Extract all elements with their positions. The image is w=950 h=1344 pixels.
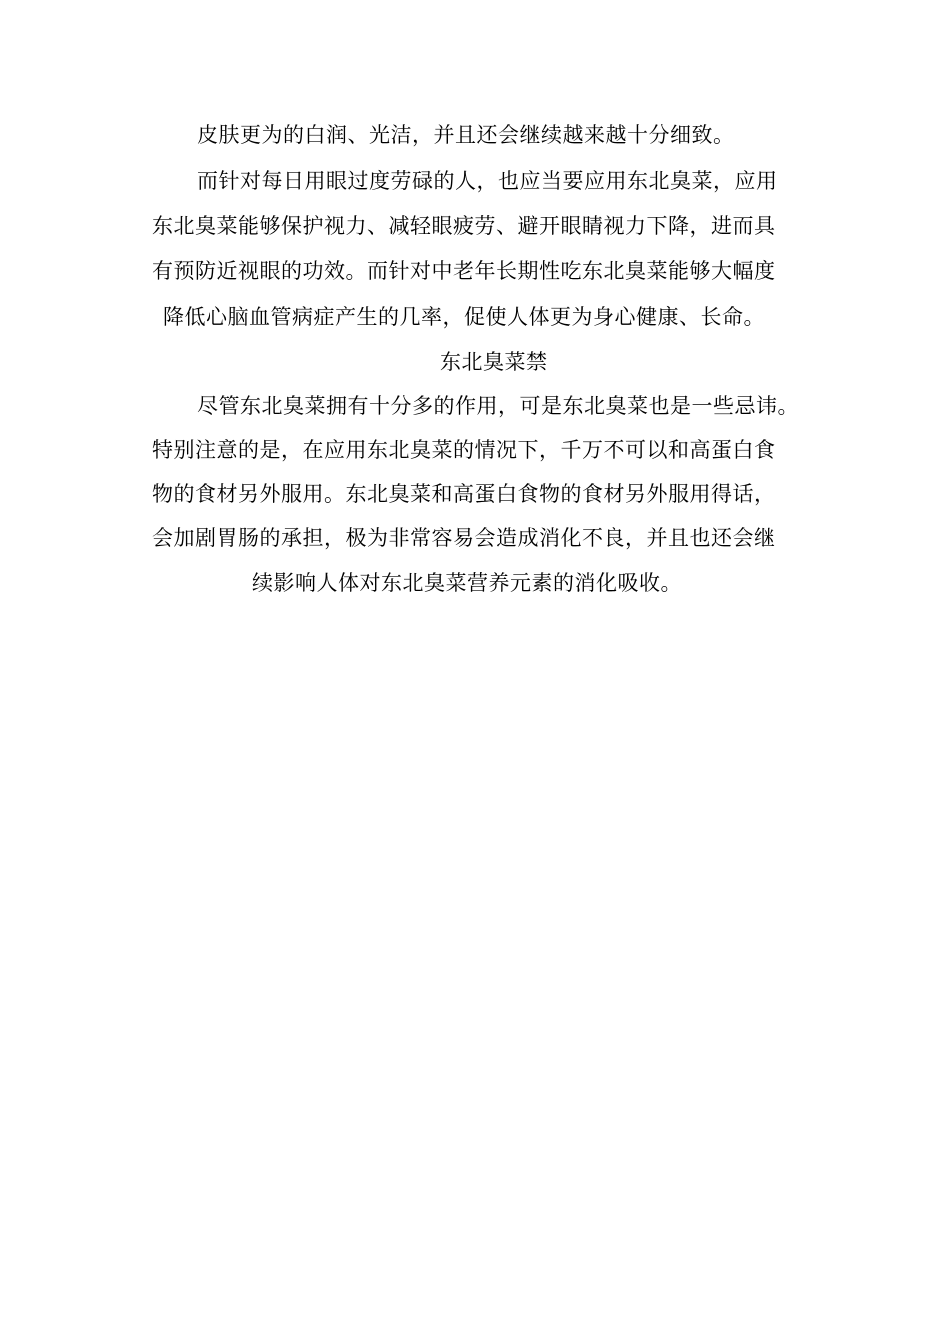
paragraph-1-line-1: 皮肤更为的白润、光洁，并且还会继续越来越十分细致。 [197, 123, 735, 147]
section-heading: 东北臭菜禁 [440, 350, 548, 374]
paragraph-3-line-1: 尽管东北臭菜拥有十分多的作用，可是东北臭菜也是一些忌讳。 [197, 394, 799, 418]
paragraph-3-line-4: 会加剧胃肠的承担，极为非常容易会造成消化不良，并且也还会继 [152, 526, 776, 550]
paragraph-2-line-4: 降低心脑血管病症产生的几率，促使人体更为身心健康、长命。 [163, 305, 765, 329]
paragraph-2-line-3: 有预防近视眼的功效。而针对中老年长期性吃东北臭菜能够大幅度 [152, 259, 776, 283]
paragraph-3-line-2: 特别注意的是，在应用东北臭菜的情况下，千万不可以和高蛋白食 [152, 438, 776, 462]
paragraph-2-line-1: 而针对每日用眼过度劳碌的人，也应当要应用东北臭菜，应用 [197, 169, 778, 193]
paragraph-3-line-3: 物的食材另外服用。东北臭菜和高蛋白食物的食材另外服用得话， [152, 482, 776, 506]
paragraph-2-line-2: 东北臭菜能够保护视力、减轻眼疲劳、避开眼睛视力下降，进而具 [152, 214, 776, 238]
paragraph-3-line-5: 续影响人体对东北臭菜营养元素的消化吸收。 [252, 571, 682, 595]
